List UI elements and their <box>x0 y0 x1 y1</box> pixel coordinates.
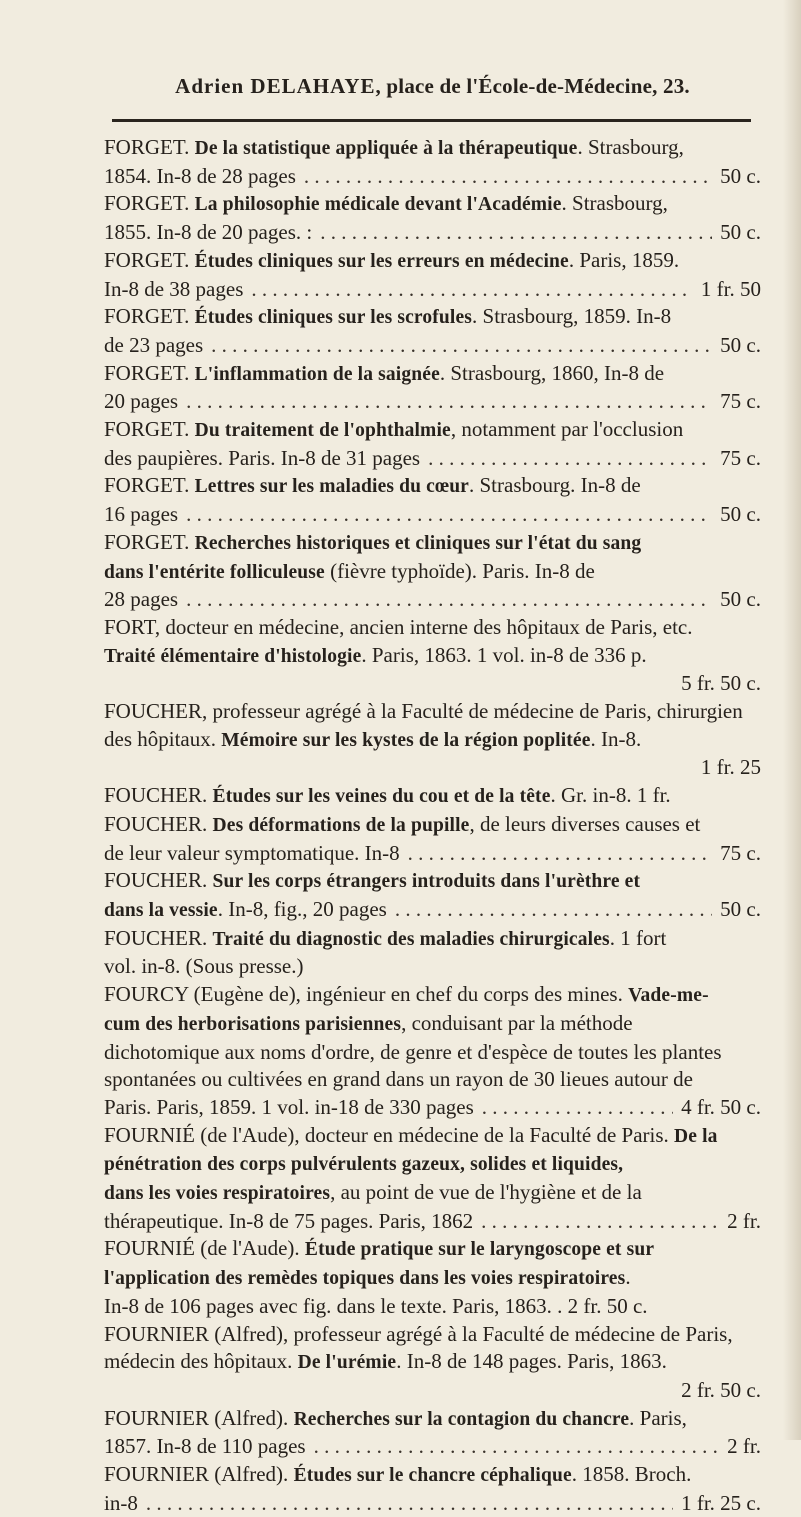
dot-leader <box>186 586 712 614</box>
entry-line <box>104 981 761 1010</box>
entry-title: Des déformations de la pupille <box>212 814 470 836</box>
entry-text: . 1858. Broch. <box>571 1462 692 1487</box>
entry-price: 75 c. <box>720 840 761 865</box>
dot-leader <box>251 276 693 304</box>
entry-line <box>104 1039 761 1067</box>
entry-line <box>104 416 761 445</box>
entry-text: dichotomique aux noms d'ordre, de genre et d'espèce de toutes les plantes <box>104 1039 722 1064</box>
entry-text: . Strasbourg, <box>577 135 684 159</box>
catalogue-entry <box>104 1405 761 1461</box>
entry-text: in-8 <box>104 1490 138 1515</box>
entry-text: FORGET. <box>104 417 195 442</box>
entry-text: Paris. Paris, 1859. 1 vol. in-18 de 330 pages <box>104 1094 474 1119</box>
catalogue-entry <box>104 614 761 698</box>
dot-leader <box>481 1208 719 1236</box>
entry-text: 1854. In-8 de 28 pages <box>104 163 296 188</box>
catalogue-entries <box>104 134 761 1517</box>
entry-text: FORGET. <box>104 135 195 159</box>
entry-title: dans les voies respiratoires <box>104 1183 331 1205</box>
entry-line <box>104 642 761 671</box>
entry-text: médecin des hôpitaux. <box>104 1349 298 1374</box>
entry-title: Traité du diagnostic des maladies chirurgicales <box>212 928 610 950</box>
entry-price-line <box>104 1208 761 1236</box>
entry-price-line <box>104 1490 761 1517</box>
entry-title: Études cliniques sur les erreurs en médecine <box>194 250 569 272</box>
entry-price: 50 c. <box>720 163 761 188</box>
entry-text: spontanées ou cultivées en grand dans un rayon de 30 lieues autour de <box>104 1067 693 1092</box>
catalogue-entry <box>104 1235 761 1320</box>
entry-title: l'application des remèdes topiques dans les voies respiratoires <box>104 1268 626 1290</box>
entry-line <box>104 1010 761 1039</box>
entry-line <box>104 1122 761 1151</box>
entry-description <box>104 276 243 304</box>
entry-title: Recherches historiques et cliniques sur l'état du sang <box>194 532 642 554</box>
entry-line <box>104 867 761 896</box>
entry-text: des hôpitaux. <box>104 726 222 751</box>
entry-price-line <box>104 332 761 360</box>
entry-line <box>104 190 761 219</box>
entry-text: FORGET. <box>104 529 195 554</box>
entry-title: dans l'entérite folliculeuse <box>104 561 325 583</box>
entry-price-line <box>104 586 761 614</box>
entry-text: FOURNIÉ (de l'Aude). <box>104 1236 305 1261</box>
entry-line <box>104 134 761 163</box>
entry-title: Études sur les veines du cou et de la tête <box>212 786 551 808</box>
entry-price: 50 c. <box>720 332 761 357</box>
entry-title: Traité élémentaire d'histologie <box>104 645 362 667</box>
entry-title: Sur les corps étrangers introduits dans l'urèthre et <box>212 871 641 893</box>
entry-price: 2 fr. <box>727 1208 761 1233</box>
entry-price: 2 fr. <box>727 1434 761 1459</box>
entry-price-line <box>104 1094 761 1122</box>
entry-title: Vade-me- <box>628 985 709 1007</box>
entry-title: Études sur le chancre céphalique <box>293 1465 572 1487</box>
entry-description <box>104 1490 138 1517</box>
entry-line <box>104 247 761 276</box>
entry-description <box>104 445 420 473</box>
entry-price-line <box>104 670 761 698</box>
catalogue-entry <box>104 867 761 924</box>
entry-line <box>104 1461 761 1490</box>
entry-title: Études cliniques sur les scrofules <box>194 307 473 329</box>
catalogue-entry <box>104 190 761 246</box>
dot-leader <box>186 388 712 416</box>
entry-text: FORGET. <box>104 304 195 329</box>
entry-price: 1 fr. 50 <box>700 276 761 301</box>
entry-title: De la <box>674 1125 718 1147</box>
entry-price-line <box>104 445 761 473</box>
catalogue-entry <box>104 247 761 303</box>
entry-title: De l'urémie <box>297 1352 397 1374</box>
entry-line <box>104 1293 761 1321</box>
dot-leader <box>428 445 712 473</box>
entry-description <box>104 840 400 868</box>
entry-text: FORGET. <box>104 473 195 498</box>
header-rule <box>112 119 751 122</box>
entry-price-line <box>104 219 761 247</box>
catalogue-entry <box>104 529 761 614</box>
entry-text: , notamment par l'occlusion <box>450 417 684 442</box>
entry-title: Lettres sur les maladies du cœur <box>194 476 469 498</box>
entry-text: de leur valeur symptomatique. In-8 <box>104 840 400 865</box>
entry-line <box>104 782 761 811</box>
entry-text: . Strasbourg. In-8 de <box>469 473 641 498</box>
catalogue-entry <box>104 1461 761 1517</box>
entry-text: 1857. In-8 de 110 pages <box>104 1434 306 1459</box>
entry-line <box>104 811 761 840</box>
entry-line <box>104 360 761 389</box>
entry-price: 50 c. <box>720 220 761 245</box>
entry-text: FOURNIÉ (de l'Aude), docteur en médecine de la Faculté de Paris. <box>104 1122 675 1147</box>
entry-text: 1855. In-8 de 20 pages. : <box>104 220 313 245</box>
catalogue-entry <box>104 698 761 782</box>
entry-description <box>104 219 312 247</box>
entry-text: . Gr. in-8. 1 fr. <box>550 783 671 808</box>
entry-text: . In-8, fig., 20 pages <box>217 896 387 921</box>
entry-line <box>104 1321 761 1349</box>
entry-price: 1 fr. 25 <box>700 755 761 780</box>
entry-price: 1 fr. 25 c. <box>681 1490 761 1515</box>
entry-text: FORGET. <box>104 191 195 216</box>
entry-text: In-8 de 38 pages <box>104 276 244 301</box>
catalogue-entry <box>104 472 761 528</box>
entry-text: FORGET. <box>104 247 195 272</box>
entry-text: de 23 pages <box>104 332 204 357</box>
entry-title: La philosophie médicale devant l'Académie <box>194 194 562 216</box>
dot-leader <box>482 1094 673 1122</box>
catalogue-entry <box>104 134 761 190</box>
entry-text: . In-8. <box>590 726 642 751</box>
catalogue-entry <box>104 416 761 472</box>
entry-text: FOURNIER (Alfred). <box>104 1462 294 1487</box>
entry-title: pénétration des corps pulvérulents gazeux, solides et liquides, <box>104 1154 624 1176</box>
entry-text: . In-8 de 148 pages. Paris, 1863. <box>396 1349 667 1374</box>
entry-text: . Paris, <box>629 1405 687 1430</box>
entry-line <box>104 726 761 755</box>
entry-description <box>104 1094 474 1122</box>
catalogue-entry <box>104 360 761 416</box>
dot-leader <box>146 1490 673 1517</box>
entry-text: 20 pages <box>104 389 179 414</box>
entry-line <box>104 558 761 587</box>
dot-leader <box>395 896 712 924</box>
catalogue-entry <box>104 782 761 811</box>
entry-text: FOUCHER. <box>104 868 213 893</box>
entry-price-line <box>104 276 761 304</box>
entry-line <box>104 1264 761 1293</box>
publisher-address: , place de l'École-de-Médecine, 23. <box>375 74 690 98</box>
entry-text: 16 pages <box>104 502 179 527</box>
page-header <box>104 74 761 99</box>
entry-title: L'inflammation de la saignée <box>194 363 440 385</box>
entry-line <box>104 1405 761 1434</box>
entry-text: des paupières. Paris. In-8 de 31 pages <box>104 445 421 470</box>
entry-title: Recherches sur la contagion du chancre <box>293 1408 630 1430</box>
entry-description <box>104 1208 473 1236</box>
entry-line <box>104 529 761 558</box>
entry-text: FOUCHER. <box>104 811 213 836</box>
entry-price: 50 c. <box>720 896 761 921</box>
entry-text: , au point de vue de l'hygiène et de la <box>330 1180 642 1205</box>
dot-leader <box>304 163 712 191</box>
entry-text: , conduisant par la méthode <box>401 1010 633 1035</box>
entry-price-line <box>104 840 761 868</box>
entry-text: . 1 fort <box>609 925 667 950</box>
entry-title: Du traitement de l'ophthalmie <box>194 420 451 442</box>
entry-title: Mémoire sur les kystes de la région poplitée <box>221 729 591 751</box>
entry-line <box>104 614 761 642</box>
entry-line <box>104 698 761 726</box>
entry-text: FOUCHER, professeur agrégé à la Faculté de médecine de Paris, chirurgien <box>104 699 743 724</box>
entry-line <box>104 1150 761 1179</box>
entry-line <box>104 953 761 981</box>
dot-leader <box>186 501 712 529</box>
entry-description <box>104 586 178 614</box>
entry-text: FOURCY (Eugène de), ingénieur en chef du corps des mines. <box>104 982 629 1007</box>
entry-text: FOURNIER (Alfred). <box>104 1405 294 1430</box>
catalogue-entry <box>104 811 761 867</box>
entry-text: . Strasbourg, 1859. In-8 <box>472 304 672 329</box>
entry-description <box>104 388 178 416</box>
entry-line <box>104 1235 761 1264</box>
catalogue-entry <box>104 925 761 981</box>
entry-price: 5 fr. 50 c. <box>681 671 761 696</box>
entry-text: (fièvre typhoïde). Paris. In-8 de <box>324 558 595 583</box>
entry-title: cum des herborisations parisiennes <box>104 1013 402 1035</box>
entry-price-line <box>104 163 761 191</box>
dot-leader <box>320 219 712 247</box>
entry-text: FOUCHER. <box>104 783 213 808</box>
entry-text: . Strasbourg, <box>561 191 668 216</box>
entry-price-line <box>104 388 761 416</box>
entry-price-line <box>104 1433 761 1461</box>
dot-leader <box>211 332 712 360</box>
entry-line <box>104 1348 761 1377</box>
entry-text: FOUCHER. <box>104 925 213 950</box>
catalogue-entry <box>104 303 761 359</box>
entry-price: 50 c. <box>720 502 761 527</box>
entry-price: 75 c. <box>720 445 761 470</box>
entry-title: Étude pratique sur le laryngoscope et sur <box>304 1239 655 1261</box>
entry-text: In-8 de 106 pages avec fig. dans le texte. Paris, 1863. . 2 fr. 50 c. <box>104 1293 648 1318</box>
entry-description <box>104 501 178 529</box>
entry-text: . Paris, 1859. <box>568 247 680 272</box>
entry-price-line <box>104 754 761 782</box>
entry-price: 50 c. <box>720 587 761 612</box>
entry-text: . Strasbourg, 1860, In-8 de <box>439 360 665 385</box>
entry-line <box>104 1066 761 1094</box>
entry-title: De la statistique appliquée à la thérapeutique <box>194 138 578 159</box>
entry-price: 2 fr. 50 c. <box>681 1377 761 1402</box>
entry-price: 4 fr. 50 c. <box>681 1094 761 1119</box>
publisher-name: Adrien DELAHAYE <box>175 74 376 98</box>
entry-text: thérapeutique. In-8 de 75 pages. Paris, 1862 <box>104 1208 474 1233</box>
entry-description <box>104 332 203 360</box>
entry-price-line <box>104 1377 761 1405</box>
entry-line <box>104 1179 761 1208</box>
catalogue-entry <box>104 981 761 1122</box>
entry-text: . <box>625 1265 631 1290</box>
entry-text: . Paris, 1863. 1 vol. in-8 de 336 p. <box>361 642 647 667</box>
entry-price: 75 c. <box>720 389 761 414</box>
entry-text: 28 pages <box>104 587 179 612</box>
entry-line <box>104 303 761 332</box>
entry-description <box>104 1433 306 1461</box>
entry-line <box>104 472 761 501</box>
entry-text: FOURNIER (Alfred), professeur agrégé à la Faculté de médecine de Paris, <box>104 1321 733 1346</box>
entry-text: vol. in-8. (Sous presse.) <box>104 954 304 979</box>
dot-leader <box>408 840 713 868</box>
catalogue-entry <box>104 1321 761 1405</box>
entry-text: , de leurs diverses causes et <box>469 811 701 836</box>
entry-title: dans la vessie <box>104 899 218 921</box>
entry-description <box>104 163 296 191</box>
entry-text: FORGET. <box>104 360 195 385</box>
catalogue-entry <box>104 1122 761 1236</box>
dot-leader <box>314 1433 720 1461</box>
entry-line <box>104 925 761 954</box>
entry-description <box>104 896 387 925</box>
entry-text: FORT, docteur en médecine, ancien interne des hôpitaux de Paris, etc. <box>104 614 693 639</box>
entry-price-line <box>104 501 761 529</box>
entry-price-line <box>104 896 761 925</box>
